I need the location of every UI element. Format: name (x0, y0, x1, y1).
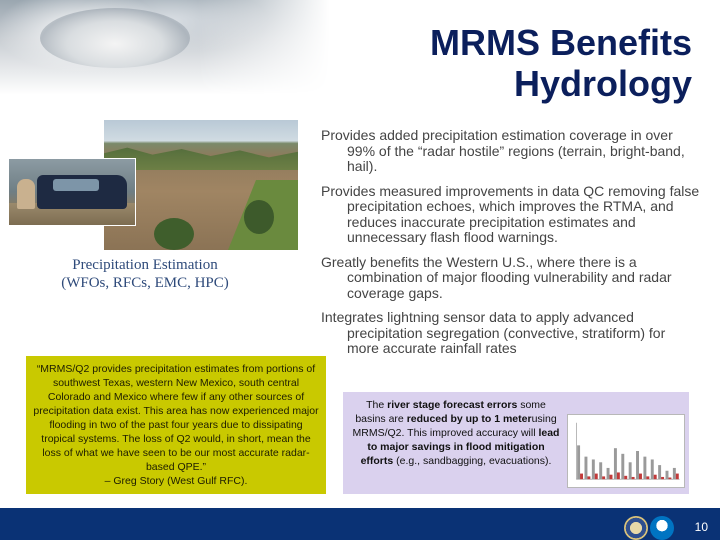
tree (244, 200, 274, 234)
river-text-bold: reduced by up to 1 meter (406, 413, 532, 425)
chart-bar (658, 465, 661, 479)
river-forecast-text (351, 398, 561, 468)
chart-bar (587, 476, 590, 479)
river-text-part: The (366, 399, 388, 411)
storm-cloud-image (0, 0, 330, 95)
tree (154, 218, 194, 250)
quote-box (26, 356, 326, 494)
river-text-bold: lead to major savings in flood mitigation efforts (360, 427, 560, 467)
quote-text: “MRMS/Q2 provides precipitation estimates from portions of southwest Texas, western New Mexico, south central Colorado and Mexico where few if any other sources of precipitation data exist. This area has now experienced major flooding in two of the past four years due to dissipating tropical systems. The loss of Q2 would, in short, mean the loss of what we have seen to be our most accurate radar-based QPE.” (33, 363, 319, 473)
chart-bar (651, 459, 654, 479)
chart-bar (610, 475, 613, 480)
chart-bar (629, 462, 632, 479)
title-line-1: MRMS Benefits (429, 22, 692, 63)
chart-bar (592, 459, 595, 479)
chart-bar (654, 475, 657, 480)
chart-bar (646, 476, 649, 479)
river-error-chart (567, 414, 685, 488)
chart-bar (617, 472, 620, 479)
river-text-part: using MRMS/Q2. This improved accuracy will (352, 413, 557, 439)
chart-bar (614, 448, 617, 479)
chart-bar (643, 457, 646, 480)
chart-bar (599, 462, 602, 479)
person-in-water (17, 179, 35, 209)
caption-line-1: Precipitation Estimation (72, 257, 218, 273)
chart-bar (661, 477, 664, 479)
river-text-part: some basins are (355, 399, 546, 425)
chart-bar (666, 471, 669, 479)
car-window (53, 179, 99, 191)
chart-bar (577, 445, 580, 479)
chart-bar (673, 468, 676, 479)
chart-bar (632, 477, 635, 479)
car-in-flood-image (8, 158, 136, 226)
chart-bar (580, 474, 583, 480)
noaa-logo-icon (650, 516, 674, 540)
chart-bar (639, 474, 642, 480)
river-forecast-box (343, 392, 689, 494)
slide-title (430, 22, 692, 104)
storm-cloud-core (40, 8, 190, 68)
title-line-2: Hydrology (513, 63, 692, 104)
chart-bar (624, 476, 627, 479)
bullet-item: Provides measured improvements in data QC removing false precipitation echoes, which improves the RTMA, and reduces inaccurate precipitation estimates and unnecessary flash flood warnings. (321, 182, 700, 245)
footer-bar (0, 508, 720, 540)
page-number: 10 (694, 520, 708, 534)
caption-line-2: (WFOs, RFCs, EMC, HPC) (61, 275, 229, 291)
chart-bar (584, 457, 587, 480)
chart-bar (668, 478, 671, 480)
river-text-part: (e.g., sandbagging, evacuations). (393, 455, 552, 467)
river-text-bold: river stage forecast errors (387, 399, 518, 411)
bullet-list (321, 128, 701, 366)
commerce-seal-icon (624, 516, 648, 540)
chart-bar (621, 454, 624, 479)
chart-bar (595, 474, 598, 480)
chart-bar (676, 474, 679, 480)
chart-bar (636, 451, 639, 479)
chart-bar (602, 476, 605, 479)
quote-author: – Greg Story (West Gulf RFC). (104, 475, 248, 487)
bullet-item: Greatly benefits the Western U.S., where there is a combination of major flooding vulnerability and radar coverage gaps. (321, 253, 672, 301)
bullet-item: Provides added precipitation estimation coverage in over 99% of the “radar hostile” regions (terrain, bright-band, hail). (321, 127, 685, 174)
bullet-item: Integrates lightning sensor data to apply advanced precipitation segregation (convective, stratiform) for more accurate rainfall rates (321, 309, 666, 356)
chart-bar (607, 468, 610, 479)
image-caption (40, 256, 250, 292)
